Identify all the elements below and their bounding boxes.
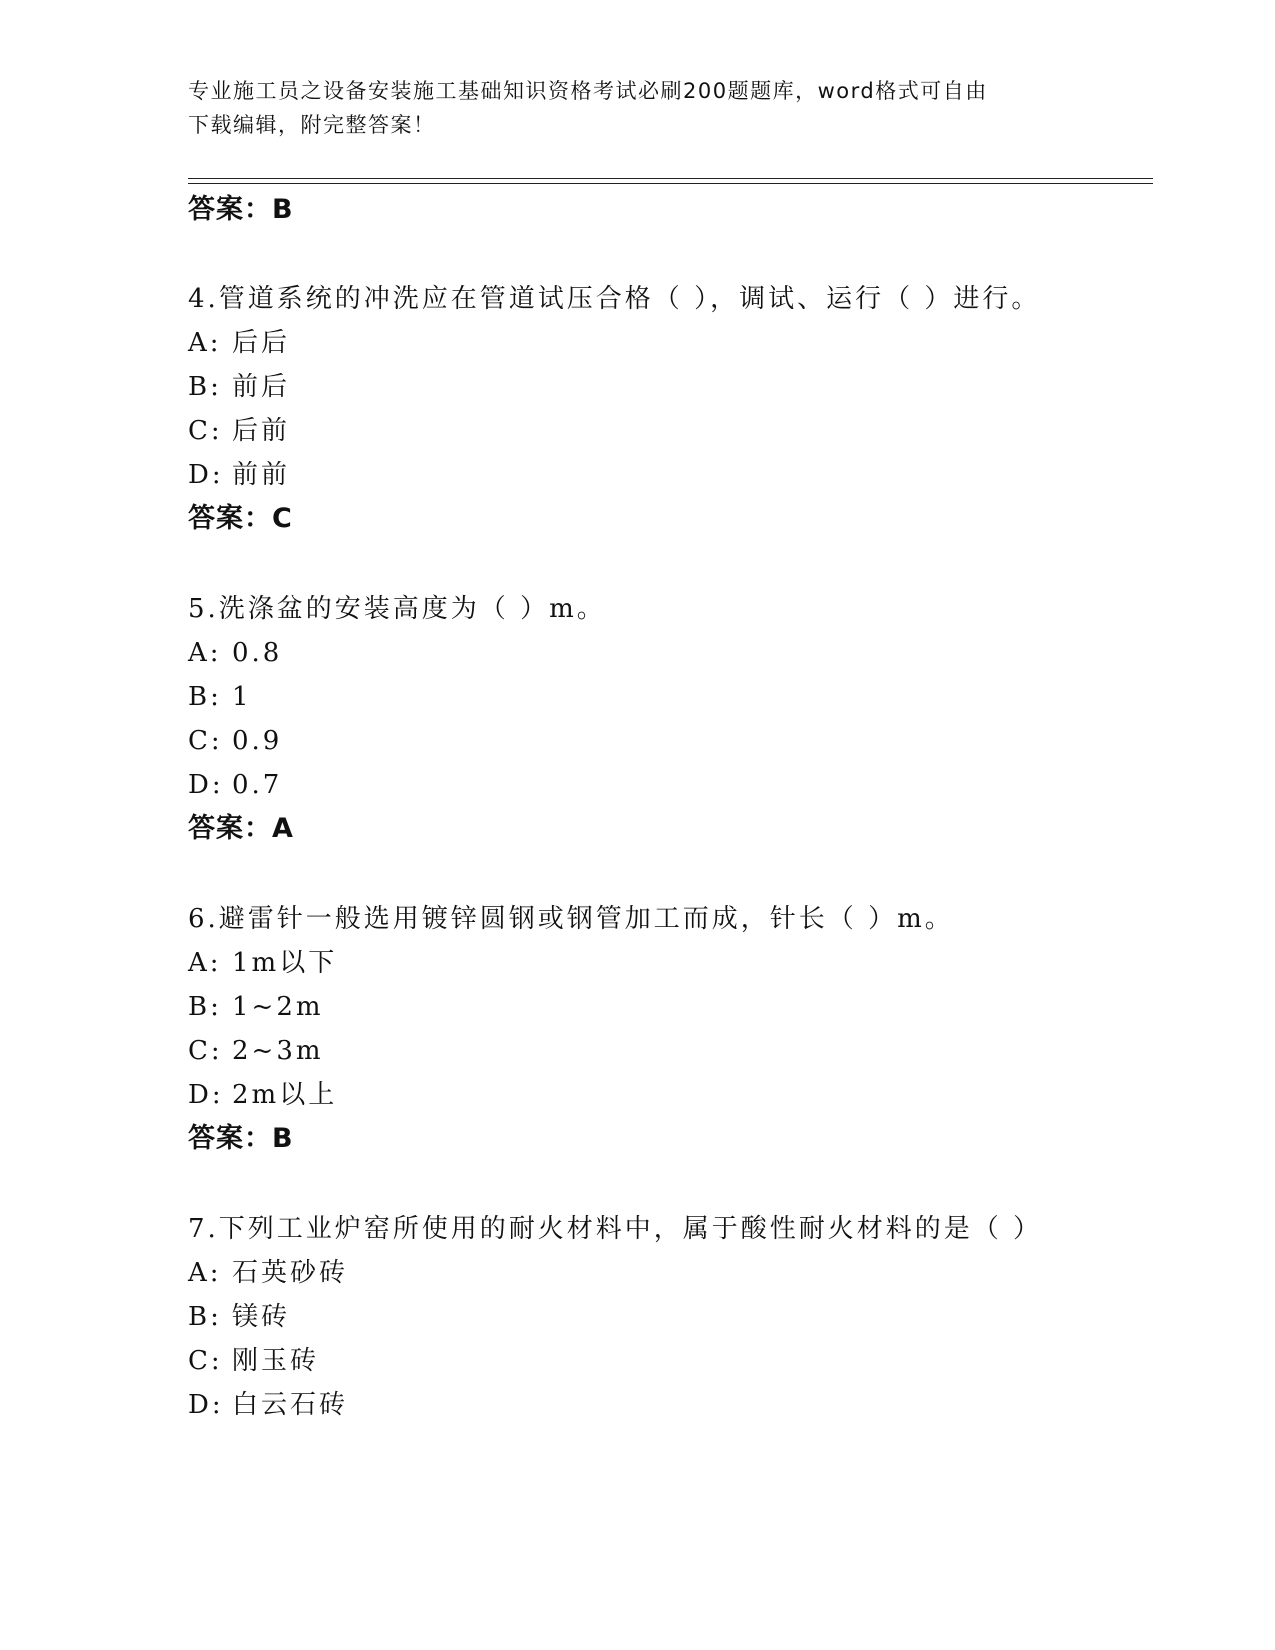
- question-7: 7.下列工业炉窑所使用的耐火材料中，属于酸性耐火材料的是（ ）: [188, 1214, 1043, 1244]
- option-text: 镁砖: [232, 1302, 291, 1332]
- header-line-1: 专业施工员之设备安装施工基础知识资格考试必刷200题题库，word格式可自由: [188, 79, 988, 103]
- option-d: [188, 1388, 348, 1422]
- option-b: [188, 990, 324, 1024]
- option-letter: D:: [188, 1080, 224, 1110]
- option-letter: C:: [188, 416, 223, 446]
- option-text: 刚玉砖: [232, 1346, 320, 1376]
- option-text: 0.9: [232, 726, 283, 756]
- answer-label: 答案：: [188, 503, 272, 534]
- option-letter: C:: [188, 726, 223, 756]
- option-c: [188, 1344, 319, 1378]
- option-letter: B:: [188, 992, 222, 1022]
- option-a: [188, 946, 337, 980]
- option-text: 前前: [232, 460, 291, 490]
- option-d: [188, 458, 290, 492]
- option-text: 白云石砖: [232, 1390, 349, 1420]
- option-text: 2m以上: [232, 1080, 338, 1110]
- answer-line: [188, 1122, 294, 1156]
- answer-value: C: [272, 503, 293, 534]
- header-rule-bottom: [188, 183, 1153, 184]
- option-letter: D:: [188, 770, 224, 800]
- option-text: 石英砂砖: [232, 1258, 349, 1288]
- answer-value: B: [272, 194, 294, 225]
- option-letter: D:: [188, 1390, 224, 1420]
- option-text: 2~3m: [232, 1036, 324, 1066]
- option-d: [188, 1078, 337, 1112]
- option-c: [188, 414, 290, 448]
- header-line-2: 下载编辑，附完整答案！: [188, 113, 436, 137]
- option-b: [188, 370, 290, 404]
- answer-value: A: [272, 813, 294, 844]
- option-text: 1m以下: [232, 948, 338, 978]
- option-c: [188, 1034, 324, 1068]
- option-a: [188, 326, 290, 360]
- answer-line: [188, 193, 294, 227]
- answer-label: 答案：: [188, 1123, 272, 1154]
- option-b: [188, 680, 252, 714]
- option-letter: B:: [188, 1302, 222, 1332]
- option-a: [188, 636, 282, 670]
- question-5: 5.洗涤盆的安装高度为（ ）m。: [188, 594, 606, 624]
- answer-label: 答案：: [188, 194, 272, 225]
- option-letter: B:: [188, 682, 222, 712]
- option-text: 1: [232, 682, 252, 712]
- option-text: 0.7: [232, 770, 283, 800]
- header-rule-top: [188, 178, 1153, 179]
- option-d: [188, 768, 282, 802]
- question-6: 6.避雷针一般选用镀锌圆钢或钢管加工而成，针长（ ）m。: [188, 904, 954, 934]
- option-text: 前后: [232, 372, 291, 402]
- answer-line: [188, 812, 294, 846]
- option-letter: C:: [188, 1036, 223, 1066]
- option-text: 后后: [232, 328, 291, 358]
- option-a: [188, 1256, 348, 1290]
- answer-label: 答案：: [188, 813, 272, 844]
- option-letter: A:: [188, 1258, 222, 1288]
- answer-line: [188, 502, 293, 536]
- option-letter: C:: [188, 1346, 223, 1376]
- option-letter: B:: [188, 372, 222, 402]
- option-text: 1~2m: [232, 992, 324, 1022]
- option-text: 后前: [232, 416, 291, 446]
- option-letter: A:: [188, 948, 222, 978]
- question-4: 4.管道系统的冲洗应在管道试压合格（ ），调试、运行（ ）进行。: [188, 284, 1041, 314]
- document-header: [188, 74, 1068, 142]
- option-letter: A:: [188, 328, 222, 358]
- option-b: [188, 1300, 290, 1334]
- answer-value: B: [272, 1123, 294, 1154]
- option-letter: D:: [188, 460, 224, 490]
- option-c: [188, 724, 282, 758]
- option-text: 0.8: [232, 638, 283, 668]
- option-letter: A:: [188, 638, 222, 668]
